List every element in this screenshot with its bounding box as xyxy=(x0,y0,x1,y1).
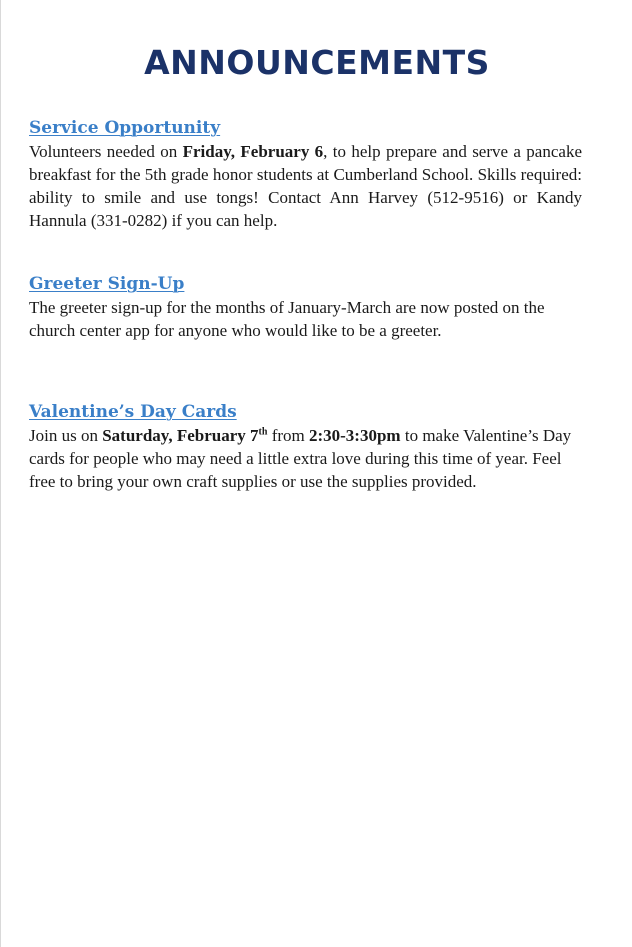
valentine-date-suffix: th xyxy=(258,426,268,438)
valentine-date xyxy=(102,426,267,445)
valentines-day-cards-heading-link[interactable]: Valentine’s Day Cards xyxy=(29,402,237,422)
service-opportunity-heading-link[interactable]: Service Opportunity xyxy=(29,118,221,138)
valentine-date-text: Saturday, February 7 xyxy=(102,426,259,445)
service-text-2: , to help prepare and serve a pancake breakfast for the 5th grade honor students at Cumberland School. Skills required: ability to smile and use tongs! Contact Ann Harvey (512-9516) or Kandy Hannula (331-0282) if you can help. xyxy=(29,142,582,230)
greeter-sign-up-heading-link[interactable]: Greeter Sign-Up xyxy=(29,274,185,294)
valentines-day-cards-body xyxy=(29,424,582,493)
page-title: ANNOUNCEMENTS xyxy=(144,43,490,82)
section-greeter-sign-up xyxy=(29,272,582,342)
section-valentines-day-cards xyxy=(29,400,582,493)
valentine-time: 2:30-3:30pm xyxy=(308,426,401,445)
valentine-text-2: from xyxy=(267,426,309,445)
service-date: Friday, February 6 xyxy=(182,142,324,161)
section-service-opportunity xyxy=(29,116,582,232)
service-text-1: Volunteers needed on xyxy=(29,142,183,161)
service-opportunity-body xyxy=(29,140,582,232)
greeter-sign-up-body: The greeter sign-up for the months of January-March are now posted on the church center app for anyone who would like to be a greeter. xyxy=(29,298,545,340)
valentine-text-3: to make Valentine’s Day cards for people who may need a little extra love during this time of year. Feel free to bring your own craft supplies or use the supplies provided. xyxy=(29,426,572,491)
valentine-text-1: Join us on xyxy=(29,426,103,445)
